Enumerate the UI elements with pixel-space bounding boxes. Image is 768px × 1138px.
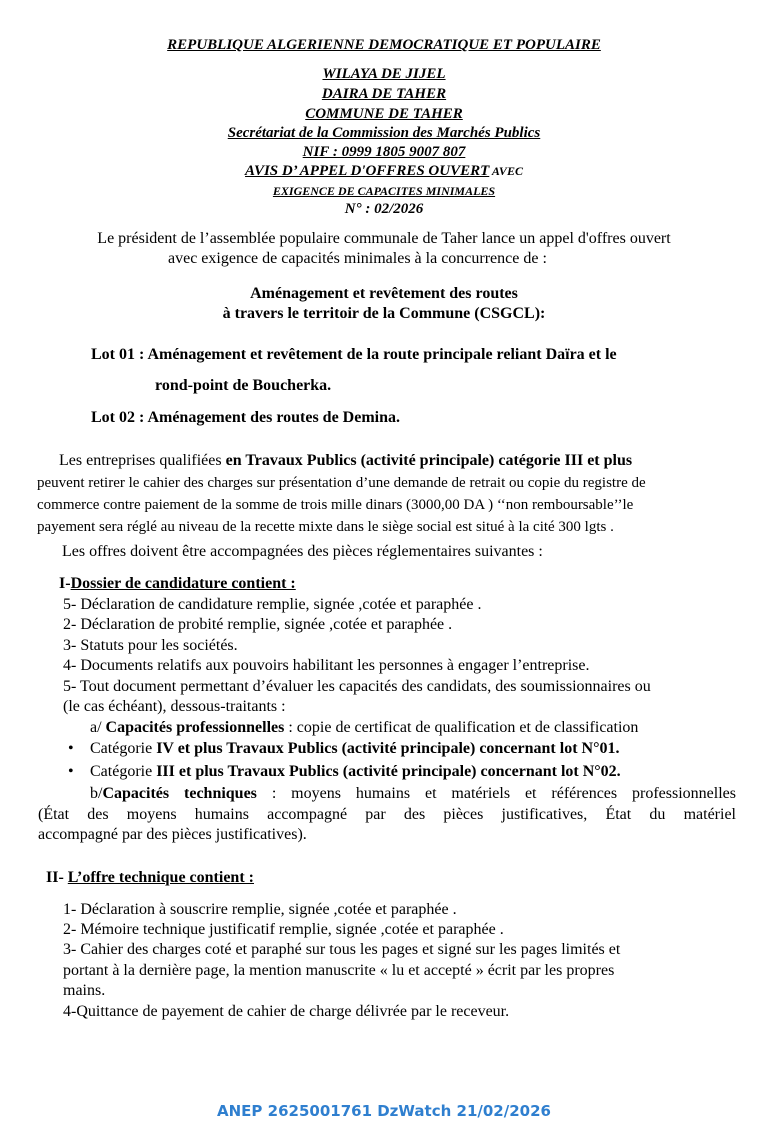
avis-heading [0, 163, 768, 180]
wilaya-heading: WILAYA DE JIJEL [322, 66, 446, 82]
project-title-2: à travers le territoir de la Commune (CSGCL): [222, 305, 546, 322]
lot-01-line-2: rond-point de Boucherka. [155, 377, 332, 394]
section-2-title: L’offre technique contient : [67, 869, 254, 886]
capacites-professionnelles-label: Capacités professionnelles [105, 719, 285, 736]
section-1-item: 4- Documents relatifs aux pouvoirs habilitant les personnes à engager l’entreprise. [63, 657, 590, 674]
lot-02: Lot 02 : Aménagement des routes de Demina. [91, 409, 401, 426]
category-requirement: III et plus Travaux Publics (activité principale) concernant lot N°02. [156, 763, 621, 780]
conditions-line-3: commerce contre paiement de la somme de trois mille dinars (3000,00 DA ) ‘‘non remboursable’’le [37, 497, 634, 513]
section-1-item: 2- Déclaration de probité remplie, signée ,cotée et paraphée . [63, 616, 453, 633]
section-2-item: portant à la dernière page, la mention manuscrite « lu et accepté » écrit par les propres [63, 962, 615, 979]
section-1-heading [59, 575, 296, 593]
category-requirement: IV et plus Travaux Publics (activité principale) concernant lot N°01. [156, 740, 620, 757]
category-label: Catégorie [90, 763, 157, 780]
section-2-item: 1- Déclaration à souscrire remplie, signée ,cotée et paraphée . [63, 901, 457, 918]
section-2-item: 3- Cahier des charges coté et paraphé sur tous les pages et signé sur les pages limités et [63, 941, 621, 958]
conditions-line-2: peuvent retirer le cahier des charges sur présentation d’une demande de retrait ou copie du registre de [37, 475, 646, 491]
intro-line-2: avec exigence de capacités minimales à la concurrence de : [168, 250, 547, 267]
capacites-techniques-line-3: accompagné par des pièces justificatives). [38, 826, 307, 843]
section-1-title: Dossier de candidature contient : [70, 575, 296, 592]
nif-heading: NIF : 0999 1805 9007 807 [302, 144, 466, 160]
section-1-item: 5- Déclaration de candidature remplie, signée ,cotée et paraphée . [63, 596, 482, 613]
capacites-techniques-line-2: (État des moyens humains accompagné par des pièces justificatives, État du matériel [38, 806, 736, 823]
section-1-item: 3- Statuts pour les sociétés. [63, 637, 238, 654]
notice-number: N° : 02/2026 [344, 201, 424, 217]
section-2-item: 4-Quittance de payement de cahier de charge délivrée par le receveur. [63, 1003, 510, 1020]
lot-01-line-1: Lot 01 : Aménagement et revêtement de la route principale reliant Daïra et le [91, 346, 617, 363]
capacites-professionnelles [90, 719, 638, 737]
section-1-prefix: I- [59, 575, 71, 592]
anep-footer-reference: ANEP 2625001761 DzWatch 21/02/2026 [217, 1102, 551, 1120]
category-bullet-lot-01 [90, 740, 619, 758]
exigence-heading: EXIGENCE DE CAPACITES MINIMALES [272, 184, 496, 198]
section-1-item: 5- Tout document permettant d’évaluer les capacités des candidats, des soumissionnaires ou [63, 678, 651, 695]
section-2-item: 2- Mémoire technique justificatif remplie, signée ,cotée et paraphée . [63, 921, 504, 938]
section-2-prefix: II- [46, 869, 68, 886]
intro-line-1: Le président de l’assemblée populaire communale de Taher lance un appel d'offres ouvert [97, 230, 671, 247]
section-1-item: (le cas échéant), dessous-traitants : [63, 698, 286, 715]
section-2-item: mains. [63, 982, 106, 999]
capacites-techniques-text: : moyens humains et matériels et références professionnelles [256, 785, 736, 802]
avis-main: AVIS D’ APPEL D'OFFRES OUVERT [245, 163, 490, 179]
category-label: Catégorie [90, 740, 157, 757]
capacites-techniques [90, 785, 736, 803]
avis-suffix: AVEC [489, 164, 523, 178]
category-bullet-lot-02 [90, 763, 621, 781]
capacites-techniques-label: Capacités techniques [102, 785, 257, 802]
conditions-line-1 [59, 452, 632, 470]
conditions-line-5: Les offres doivent être accompagnées des pièces réglementaires suivantes : [62, 543, 543, 560]
project-title-1: Aménagement et revêtement des routes [250, 285, 518, 302]
conditions-line-4: payement sera réglé au niveau de la recette mixte dans le siège social est situé à la cité 300 lgts . [37, 519, 614, 535]
capacites-a-prefix: a/ [90, 719, 106, 736]
commune-heading: COMMUNE DE TAHER [305, 106, 463, 122]
conditions-text: Les entreprises qualifiées [59, 452, 226, 469]
secretariat-heading: Secrétariat de la Commission des Marchés Publics [227, 125, 541, 141]
capacites-b-prefix: b/ [90, 785, 103, 802]
capacites-professionnelles-text: : copie de certificat de qualification et de classification [284, 719, 639, 736]
conditions-qualification: en Travaux Publics (activité principale) catégorie III et plus [225, 452, 633, 469]
republic-heading: REPUBLIQUE ALGERIENNE DEMOCRATIQUE ET POPULAIRE [167, 37, 601, 53]
daira-heading: DAIRA DE TAHER [321, 86, 447, 102]
section-2-heading [46, 869, 254, 887]
